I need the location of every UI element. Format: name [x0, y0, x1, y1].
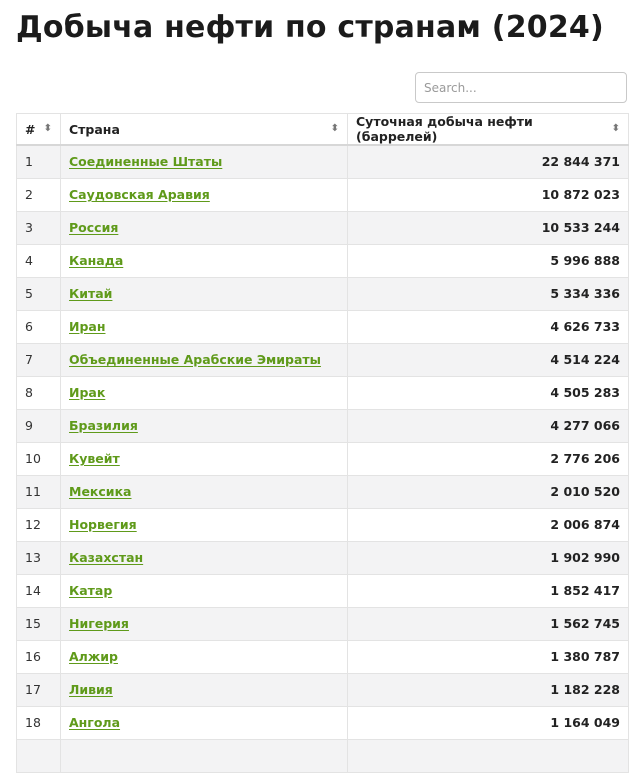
country-cell	[61, 310, 348, 343]
rank-cell	[17, 739, 61, 772]
rank-cell: 14	[17, 574, 61, 607]
country-link[interactable]: Нигерия	[69, 616, 129, 631]
rank-cell: 1	[17, 145, 61, 178]
country-cell	[61, 145, 348, 178]
table-row	[17, 442, 629, 475]
country-link[interactable]: Норвегия	[69, 517, 137, 532]
country-cell	[61, 541, 348, 574]
data-table-container	[16, 113, 628, 773]
country-cell	[61, 574, 348, 607]
table-row	[17, 409, 629, 442]
sort-icon[interactable]: ⬍	[330, 123, 339, 134]
rank-cell: 9	[17, 409, 61, 442]
production-cell: 10 533 244	[348, 211, 629, 244]
table-row	[17, 574, 629, 607]
rank-cell: 10	[17, 442, 61, 475]
production-cell: 4 277 066	[348, 409, 629, 442]
country-link[interactable]: Мексика	[69, 484, 132, 499]
country-cell	[61, 277, 348, 310]
production-cell: 4 514 224	[348, 343, 629, 376]
table-row	[17, 310, 629, 343]
table-row	[17, 640, 629, 673]
sort-icon[interactable]: ⬍	[611, 123, 620, 134]
rank-cell: 16	[17, 640, 61, 673]
table-row	[17, 178, 629, 211]
country-cell	[61, 178, 348, 211]
oil-production-table	[16, 113, 629, 773]
production-cell: 1 852 417	[348, 574, 629, 607]
country-cell	[61, 640, 348, 673]
country-cell	[61, 739, 348, 772]
table-row	[17, 706, 629, 739]
production-cell: 5 996 888	[348, 244, 629, 277]
table-row	[17, 475, 629, 508]
country-link[interactable]: Ангола	[69, 715, 121, 730]
sort-icon[interactable]: ⬍	[43, 123, 52, 134]
country-cell	[61, 211, 348, 244]
country-cell	[61, 673, 348, 706]
production-cell: 1 380 787	[348, 640, 629, 673]
table-row	[17, 541, 629, 574]
rank-cell: 4	[17, 244, 61, 277]
column-header-production[interactable]	[348, 114, 629, 146]
table-header-row	[17, 114, 629, 146]
country-cell	[61, 409, 348, 442]
production-cell: 1 164 049	[348, 706, 629, 739]
table-row	[17, 277, 629, 310]
country-link[interactable]: Саудовская Аравия	[69, 187, 210, 202]
rank-cell: 2	[17, 178, 61, 211]
search-input[interactable]	[415, 72, 627, 103]
production-cell: 1 182 228	[348, 673, 629, 706]
table-row	[17, 244, 629, 277]
production-cell: 2 006 874	[348, 508, 629, 541]
country-cell	[61, 442, 348, 475]
country-link[interactable]: Соединенные Штаты	[69, 154, 223, 170]
table-row	[17, 508, 629, 541]
rank-cell: 12	[17, 508, 61, 541]
table-row	[17, 673, 629, 706]
table-row	[17, 739, 629, 772]
production-cell: 5 334 336	[348, 277, 629, 310]
production-cell: 1 902 990	[348, 541, 629, 574]
rank-cell: 8	[17, 376, 61, 409]
country-cell	[61, 607, 348, 640]
table-row	[17, 607, 629, 640]
column-header-rank[interactable]	[17, 114, 61, 146]
table-row	[17, 211, 629, 244]
production-cell: 2 776 206	[348, 442, 629, 475]
country-link[interactable]: Кувейт	[69, 451, 120, 466]
country-cell	[61, 244, 348, 277]
column-header-label: Суточная добыча нефти (баррелей)	[356, 114, 533, 144]
country-link[interactable]: Объединенные Арабские Эмираты	[69, 352, 321, 367]
rank-cell: 5	[17, 277, 61, 310]
production-cell: 4 505 283	[348, 376, 629, 409]
country-link[interactable]: Россия	[69, 220, 119, 235]
column-header-country[interactable]	[61, 114, 348, 146]
rank-cell: 7	[17, 343, 61, 376]
production-cell: 4 626 733	[348, 310, 629, 343]
page-title: Добыча нефти по странам (2024)	[16, 10, 604, 45]
country-cell	[61, 508, 348, 541]
rank-cell: 6	[17, 310, 61, 343]
rank-cell: 15	[17, 607, 61, 640]
rank-cell: 13	[17, 541, 61, 574]
country-link[interactable]: Катар	[69, 583, 113, 598]
production-cell: 2 010 520	[348, 475, 629, 508]
rank-cell: 17	[17, 673, 61, 706]
country-link[interactable]: Китай	[69, 286, 113, 301]
production-cell: 1 562 745	[348, 607, 629, 640]
table-row	[17, 376, 629, 409]
country-link[interactable]: Алжир	[69, 649, 118, 664]
country-link[interactable]: Бразилия	[69, 418, 138, 433]
production-cell: 10 872 023	[348, 178, 629, 211]
country-cell	[61, 475, 348, 508]
country-link[interactable]: Иран	[69, 319, 106, 334]
production-cell: 22 844 371	[348, 145, 629, 178]
column-header-label: #	[25, 121, 36, 137]
production-cell	[348, 739, 629, 772]
country-cell	[61, 343, 348, 376]
rank-cell: 18	[17, 706, 61, 739]
country-link[interactable]: Канада	[69, 253, 124, 268]
column-header-label: Страна	[69, 121, 120, 137]
table-row	[17, 343, 629, 376]
country-link[interactable]: Ирак	[69, 385, 106, 400]
country-link[interactable]: Ливия	[69, 682, 113, 697]
country-link[interactable]: Казахстан	[69, 550, 144, 565]
country-cell	[61, 376, 348, 409]
rank-cell: 3	[17, 211, 61, 244]
country-cell	[61, 706, 348, 739]
rank-cell: 11	[17, 475, 61, 508]
table-row	[17, 145, 629, 178]
